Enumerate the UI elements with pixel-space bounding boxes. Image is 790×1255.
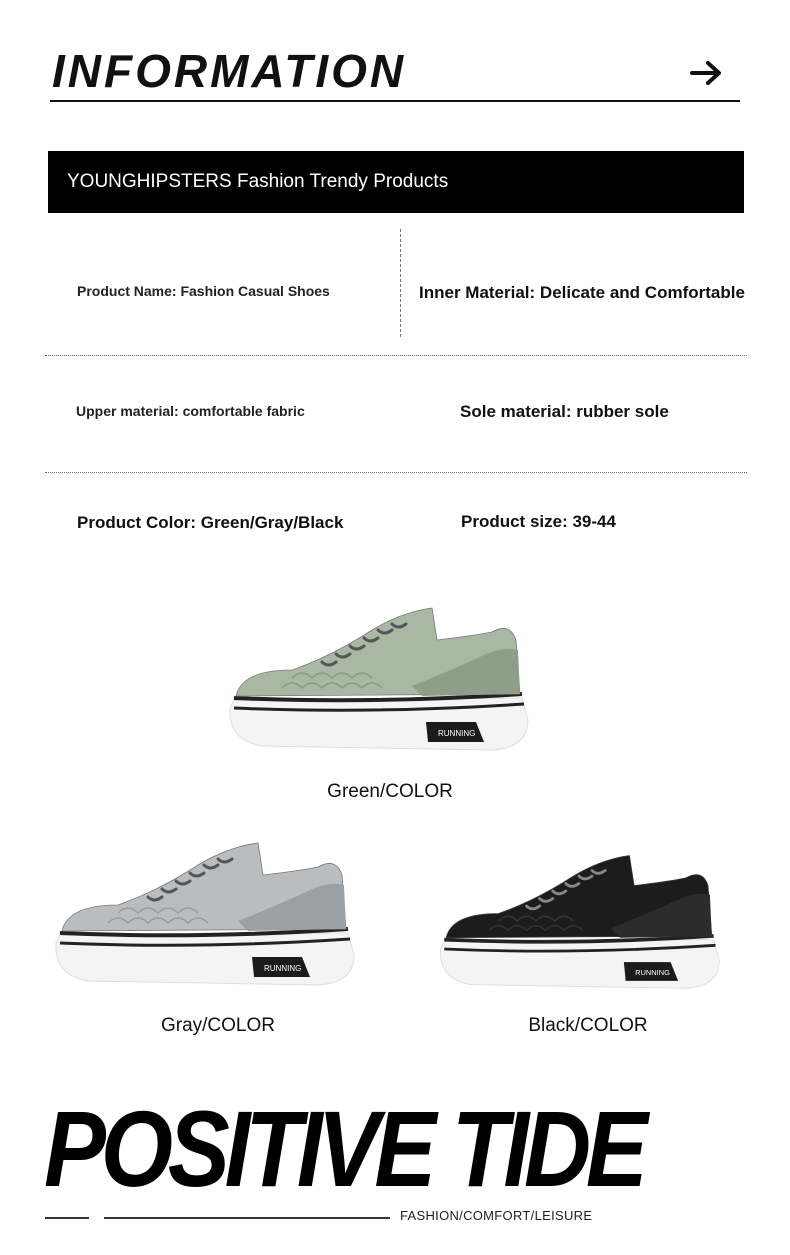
brand-banner: YOUNGHIPSTERS Fashion Trendy Products <box>48 151 744 213</box>
arrow-right-icon[interactable] <box>690 60 724 86</box>
spec-inner-material: Inner Material: Delicate and Comfortable <box>419 283 745 302</box>
spec-vertical-divider <box>400 229 401 337</box>
page-title: INFORMATION <box>52 45 407 97</box>
spec-product-size: Product size: 39-44 <box>461 512 616 531</box>
spec-product-color: Product Color: Green/Gray/Black <box>77 513 344 532</box>
spec-upper-material: Upper material: comfortable fabric <box>76 403 305 419</box>
slogan-title: POSITIVE TIDE <box>44 1088 643 1209</box>
footer-tagline: FASHION/COMFORT/LEISURE <box>400 1208 593 1223</box>
shoe-image-black <box>428 848 728 993</box>
running-badge-label: RUNNING <box>635 968 670 978</box>
shoe-image-gray <box>48 835 358 990</box>
spec-product-name: Product Name: Fashion Casual Shoes <box>77 283 330 299</box>
shoe-label-gray: Gray/COLOR <box>160 1015 276 1036</box>
spec-sole-material: Sole material: rubber sole <box>460 402 669 421</box>
running-badge-label: RUNNING <box>264 964 302 973</box>
shoe-label-black: Black/COLOR <box>528 1015 648 1036</box>
footer-divider-long <box>104 1217 390 1219</box>
running-badge-label: RUNNING <box>438 729 476 738</box>
header-divider <box>50 100 740 102</box>
shoe-image-green <box>222 600 532 755</box>
spec-row-divider <box>45 355 747 356</box>
shoe-label-green: Green/COLOR <box>327 781 453 802</box>
spec-row-divider <box>45 472 747 473</box>
footer-divider-short <box>45 1217 89 1219</box>
